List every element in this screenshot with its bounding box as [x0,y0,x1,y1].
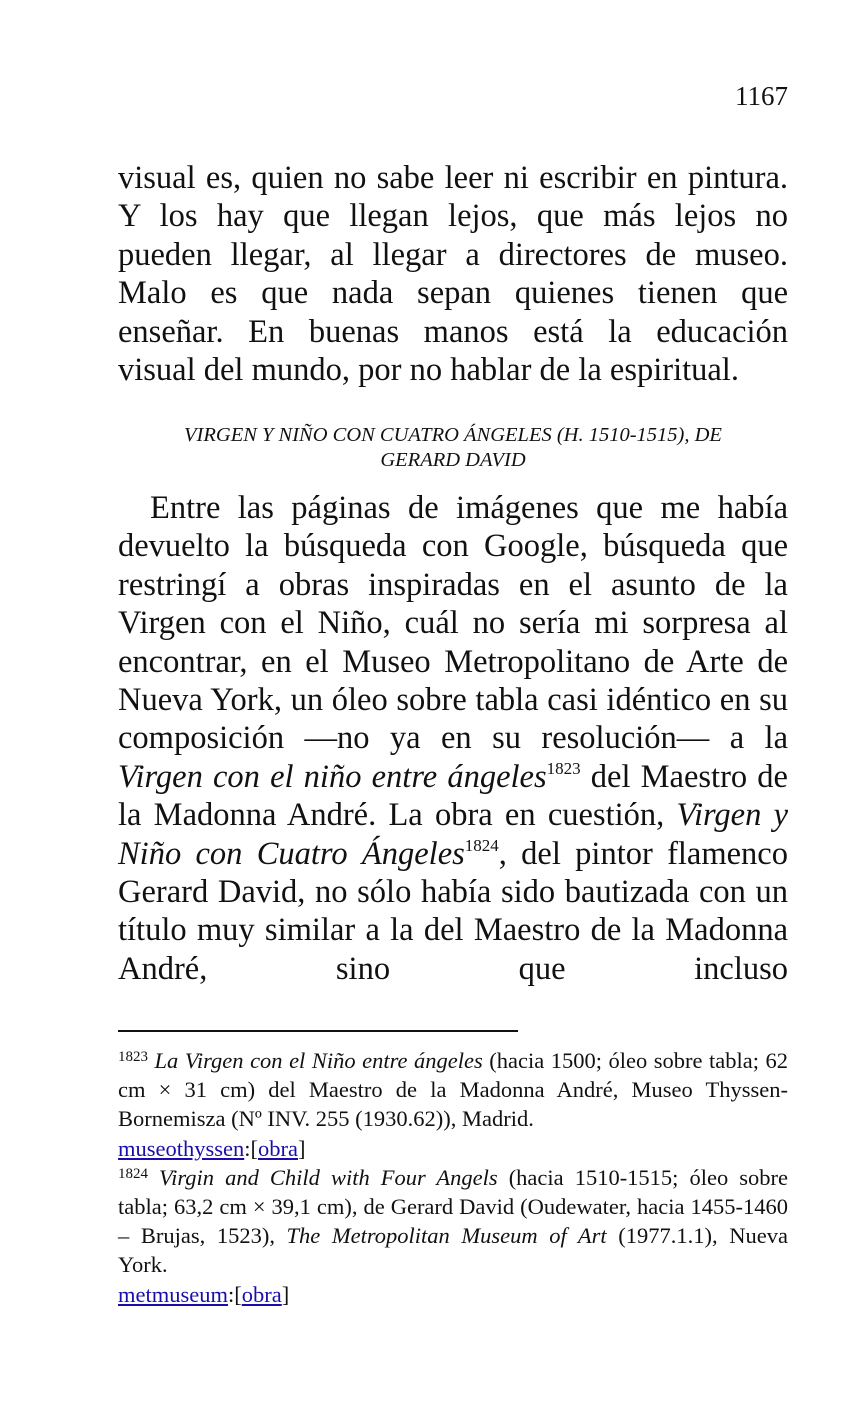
footnote-text: (hacia 1500; óleo sobre tabla; 62 cm × 31 cm) del Maestro de la Madonna André, Museo Thyssen-Bornemisza (Nº INV. 255 (1930.62)), Madrid. [118,1048,789,1132]
footnote-1823 [118,1046,788,1134]
footnotes [118,1046,788,1309]
artwork-title-1: Virgen con el niño entre ángeles [118,758,547,795]
footnote-text-end: (1977.1.1), Nueva York. [118,1223,788,1278]
footnote-text: (hacia 1510-1515; óleo sobre tabla; 63,2 cm × 39,1 cm), de Gerard David (Oudewater, hacia 1455-1460 – Brujas, 1523), [118,1164,788,1249]
caption-line-2: GERARD DAVID [380,449,526,471]
footnote-ref-1823[interactable]: 1823 [546,758,581,778]
page-number: 1167 [735,81,788,111]
artwork-title-2: Virgen y Niño con Cuatro Ángeles [118,797,788,872]
paragraph-2 [118,489,788,988]
paragraph-1-text: visual es, quien no sabe leer ni escribir en pintura. Y los hay que llegan lejos, que más lejos no pueden llegar, al llegar a directores de museo. Malo es que nada sepan quienes tienen que enseñar. En buenas manos está la educación [118,160,788,350]
footnote-links-1823: museothyssen:[obra] [118,1135,306,1161]
metmuseum-link[interactable]: metmuseum [118,1281,228,1307]
footnote-title: La Virgen con el Niño entre ángeles [154,1048,483,1073]
footnote-divider [118,1030,518,1032]
obra-link[interactable]: obra [241,1281,282,1307]
section-caption [118,423,788,473]
paragraph-2-part-1: Entre las páginas de imágenes que me había devuelto la búsqueda con Google, búsqueda que restringí a obras inspiradas en el asunto de la Virgen con el Niño, cuál no sería mi sorpresa al encontrar, en el Museo Metropolitano de Arte de Nueva York, un óleo sobre tabla casi idéntico en su composición —no ya en su resolución— a la [118,490,788,757]
paragraph-1-last-line: visual del mundo, por no hablar de la espiritual. [118,352,739,389]
footnote-museum: The Metropolitan Museum of Art [286,1223,607,1249]
paragraph-2-part-2: del Maestro de la Madonna André. La obra en cuestión, [118,758,788,834]
footnote-links-1824: metmuseum:[obra] [118,1281,290,1307]
paragraph-2-part-3: , del pintor flamenco Gerard David, no sólo había sido bautizada con un título muy similar a la del Maestro de la Madonna André, sino que incluso [118,835,788,987]
footnote-number: 1823 [118,1049,148,1065]
footnote-1824 [118,1163,788,1280]
caption-line-1: VIRGEN Y NIÑO CON CUATRO ÁNGELES (H. 1510-1515), DE [184,424,722,446]
footnote-title: Virgin and Child with Four Angels [159,1164,498,1190]
footnote-number: 1824 [118,1165,148,1182]
paragraph-1 [118,159,788,389]
footnote-ref-1824[interactable]: 1824 [464,835,499,855]
museothyssen-link[interactable]: museothyssen [118,1135,245,1161]
obra-link[interactable]: obra [258,1135,298,1161]
